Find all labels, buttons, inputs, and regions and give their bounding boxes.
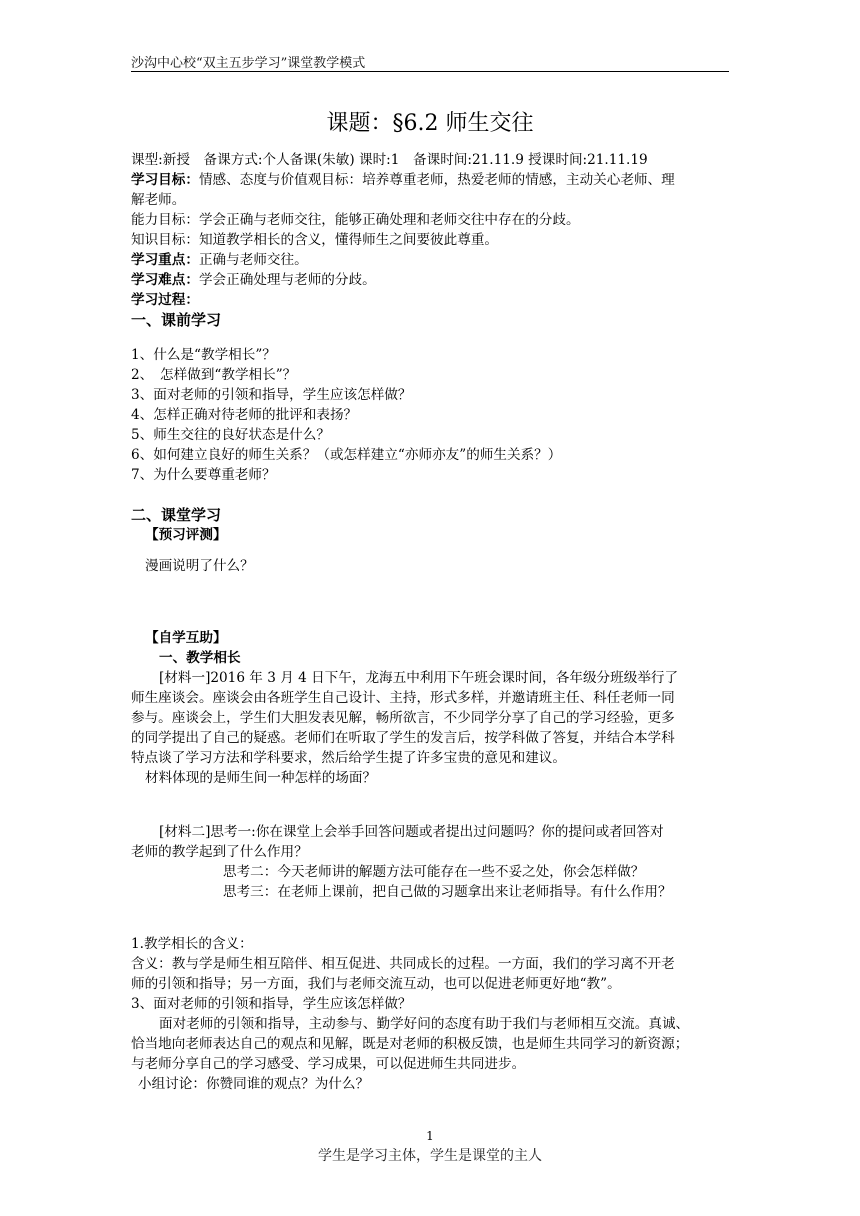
page-title: 课题：§6.2 师生交往	[326, 111, 534, 136]
question-item: 2、 怎样做到“教学相长”？	[131, 367, 297, 383]
key-point-label: 学习重点：	[131, 252, 199, 268]
material2-line: [材料二]思考一:你在课堂上会举手回答问题或者提出过问题吗？你的提问或者回答对	[159, 824, 664, 840]
question-item: 4、怎样正确对待老师的批评和表扬？	[131, 407, 358, 423]
self-study-block	[131, 628, 731, 788]
lesson-meta: 课型:新授 备课方式:个人备课(朱敏) 课时:1 备课时间:21.11.9 授课时间:21.11.19	[131, 152, 648, 168]
key-point-text: 正确与老师交往。	[198, 252, 308, 268]
material1-line: 的同学提出了自己的疑惑。老师们在听取了学生的发言后，按学科做了答复，并结合本学科	[131, 730, 675, 746]
preview-question: 漫画说明了什么？	[145, 558, 254, 574]
answer-line: 与老师分享自己的学习感受、学习成果，可以促进师生共同进步。	[131, 1056, 526, 1072]
goals-emotion-continued: 解老师。	[131, 192, 186, 208]
preview-label: 【预习评测】	[145, 527, 227, 543]
question-item: 6、如何建立良好的师生关系？（或怎样建立“亦师亦友”的师生关系？）	[131, 447, 562, 463]
goals-emotion-text: 情感、态度与价值观目标：培养尊重老师，热爱老师的情感，主动关心老师、理	[198, 172, 675, 188]
goals-ability: 能力目标：学会正确与老师交往，能够正确处理和老师交往中存在的分歧。	[131, 212, 580, 228]
question-three-title: 3、面对老师的引领和指导，学生应该怎样做？	[131, 996, 412, 1012]
material1-line: 参与。座谈会上，学生们大胆发表见解，畅所欲言，不少同学分享了自己的学习经验，更多	[131, 710, 675, 726]
material1-question: 材料体现的是师生间一种怎样的场面？	[145, 770, 377, 786]
group-discussion: 小组讨论：你赞同谁的观点？为什么？	[138, 1076, 370, 1092]
section1-heading: 一、课前学习	[131, 311, 222, 329]
page-number: 1	[426, 1129, 434, 1143]
material2-block	[131, 822, 731, 902]
in-class-section	[131, 505, 731, 545]
key-point-line	[131, 250, 731, 270]
material1-line: 特点谈了学习方法和学科要求，然后给学生提了许多宝贵的意见和建议。	[131, 750, 566, 766]
question-item: 3、面对老师的引领和指导，学生应该怎样做？	[131, 387, 412, 403]
question-item: 5、师生交往的良好状态是什么？	[131, 427, 330, 443]
meaning-block	[131, 934, 731, 1094]
process-label: 学习过程：	[131, 292, 199, 308]
preview-block	[131, 556, 731, 576]
goals-knowledge: 知识目标：知道教学相长的含义，懂得师生之间要彼此尊重。	[131, 232, 499, 248]
think-three: 思考三：在老师上课前，把自己做的习题拿出来让老师指导。有什么作用？	[223, 884, 672, 900]
meaning-line: 含义：教与学是师生相互陪伴、相互促进、共同成长的过程。一方面，我们的学习离不开老	[131, 956, 675, 972]
material1-line: [材料一]2016 年 3 月 4 日下午，龙海五中利用下午班会课时间，各年级分班级举行了	[159, 670, 679, 686]
question-item: 1、什么是“教学相长”？	[131, 347, 276, 363]
difficulty-label: 学习难点：	[131, 272, 199, 288]
material2-line: 老师的教学起到了什么作用？	[131, 844, 308, 860]
self-study-label: 【自学互助】	[145, 630, 227, 646]
goals-emotion-line	[131, 170, 731, 190]
page-footer: 学生是学习主体，学生是课堂的主人	[318, 1148, 542, 1164]
meaning-line: 师的引领和指导；另一方面，我们与老师交流互动，也可以促进老师更好地“教”。	[131, 976, 621, 992]
think-two: 思考二：今天老师讲的解题方法可能存在一些不妥之处，你会怎样做？	[223, 864, 645, 880]
answer-line: 面对老师的引领和指导，主动参与、勤学好问的态度有助于我们与老师相互交流。真诚、	[159, 1016, 690, 1032]
pre-class-questions	[131, 345, 731, 485]
sub-heading: 一、教学相长	[159, 650, 241, 666]
question-item: 7、为什么要尊重老师？	[131, 467, 276, 483]
section2-heading: 二、课堂学习	[131, 506, 222, 524]
meaning-title: 1.教学相长的含义：	[131, 936, 253, 952]
goals-label: 学习目标：	[131, 172, 199, 188]
answer-line: 恰当地向老师表达自己的观点和见解，既是对老师的积极反馈，也是师生共同学习的新资源；	[131, 1036, 689, 1052]
difficulty-text: 学会正确处理与老师的分歧。	[198, 272, 376, 288]
difficulty-line	[131, 270, 731, 290]
page-header: 沙沟中心校“双主五步学习”课堂教学模式	[131, 56, 366, 71]
material1-line: 师生座谈会。座谈会由各班学生自己设计、主持，形式多样，并邀请班主任、科任老师一同	[131, 690, 675, 706]
header-divider	[131, 71, 729, 72]
document-body	[131, 150, 731, 330]
